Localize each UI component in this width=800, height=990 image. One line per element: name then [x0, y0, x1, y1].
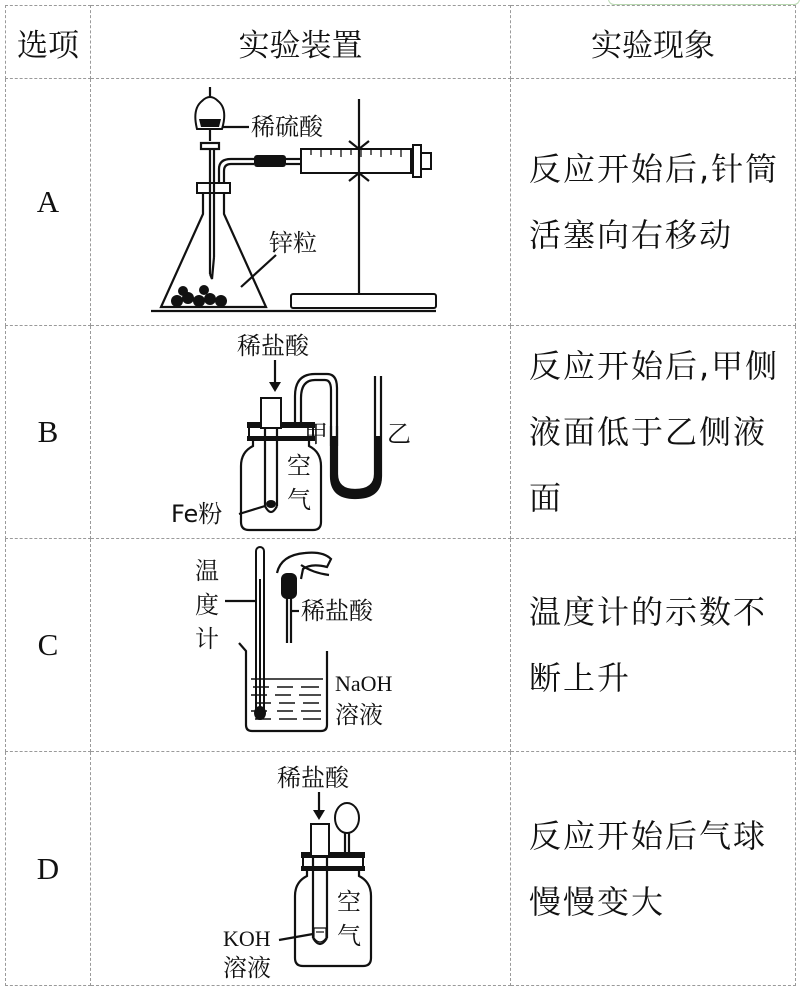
phenomenon-c: 温度计的示数不断上升	[511, 539, 796, 752]
apparatus-b	[91, 326, 511, 539]
header-apparatus: 实验装置	[91, 6, 511, 79]
label-du: 度	[195, 591, 219, 619]
label-fe-powder: Fe粉	[171, 500, 223, 528]
apparatus-c-drawing	[91, 539, 511, 751]
zinc-granules	[171, 285, 227, 307]
apparatus-d	[91, 752, 511, 986]
label-koh: KOH	[223, 926, 271, 951]
question-table	[5, 5, 795, 980]
header-phenomenon: 实验现象	[511, 6, 796, 79]
label-dilute-sulfuric-acid: 稀硫酸	[251, 113, 323, 141]
option-a: A	[6, 79, 91, 326]
row-a	[6, 79, 796, 326]
row-c	[6, 539, 796, 752]
option-c: C	[6, 539, 91, 752]
label-zinc-granules: 锌粒	[269, 229, 317, 257]
label-solution-c: 溶液	[335, 701, 383, 729]
label-air-b-2: 气	[287, 486, 311, 514]
label-yi: 乙	[387, 420, 411, 448]
label-air-d-2: 气	[337, 922, 361, 950]
option-b: B	[6, 326, 91, 539]
phenomenon-d: 反应开始后气球慢慢变大	[511, 752, 796, 986]
label-dilute-hcl-d: 稀盐酸	[277, 764, 349, 792]
apparatus-a-drawing	[91, 79, 511, 325]
label-dilute-hcl-c: 稀盐酸	[301, 597, 373, 625]
header-option: 选项	[6, 6, 91, 79]
label-solution-d: 溶液	[223, 954, 271, 982]
row-b	[6, 326, 796, 539]
header-row	[6, 6, 796, 79]
label-dilute-hcl-b: 稀盐酸	[237, 332, 309, 360]
label-wen: 温	[195, 557, 219, 585]
row-d	[6, 752, 796, 986]
phenomenon-a: 反应开始后,针筒活塞向右移动	[511, 79, 796, 326]
phenomenon-b: 反应开始后,甲侧液面低于乙侧液面	[511, 326, 796, 539]
label-ji: 计	[195, 625, 219, 653]
apparatus-b-drawing	[91, 326, 511, 538]
apparatus-a	[91, 79, 511, 326]
label-air-d-1: 空	[337, 888, 361, 916]
apparatus-c	[91, 539, 511, 752]
label-jia: 甲	[304, 420, 328, 448]
option-d: D	[6, 752, 91, 986]
label-air-b-1: 空	[287, 452, 311, 480]
apparatus-d-drawing	[91, 752, 511, 985]
experiment-table	[5, 5, 796, 986]
label-naoh: NaOH	[335, 671, 393, 696]
